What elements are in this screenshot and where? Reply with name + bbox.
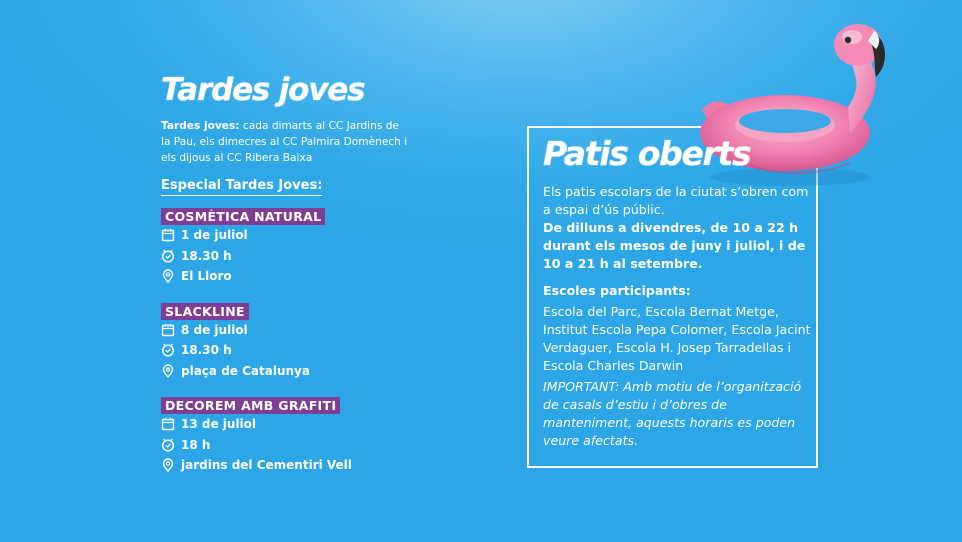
location-pin-icon	[161, 364, 175, 378]
event-place-text: El Lloro	[181, 269, 232, 284]
location-pin-icon	[161, 269, 175, 283]
event-time-text: 18 h	[181, 437, 211, 452]
event-time-text: 18.30 h	[181, 343, 232, 358]
event-badge: DECOREM AMB GRAFITI	[161, 397, 340, 414]
patis-schedule: De dilluns a divendres, de 10 a 22 h durant els mesos de juny i juliol, i de 10 a 21 h al setembre.	[543, 220, 806, 271]
event-place-text: plaça de Catalunya	[181, 363, 310, 378]
event-date-text: 1 de juliol	[181, 228, 248, 243]
event-badge: COSMÈTICA NATURAL	[161, 208, 325, 225]
event-time-text: 18.30 h	[181, 248, 232, 263]
tardes-joves-intro	[161, 118, 411, 166]
clock-icon	[161, 438, 175, 452]
event-place	[161, 266, 461, 287]
event-place	[161, 361, 461, 382]
location-pin-icon	[161, 458, 175, 472]
event-time	[161, 435, 461, 456]
event-item	[161, 206, 461, 287]
event-place	[161, 455, 461, 476]
clock-icon	[161, 343, 175, 357]
event-date-text: 8 de juliol	[181, 322, 248, 337]
event-item	[161, 395, 461, 476]
calendar-icon	[161, 228, 175, 242]
event-date-text: 13 de juliol	[181, 417, 257, 432]
event-time	[161, 246, 461, 267]
tardes-joves-section	[161, 72, 461, 476]
event-date	[161, 320, 461, 341]
patis-oberts-title: Patis oberts	[543, 134, 751, 173]
event-time	[161, 340, 461, 361]
special-heading: Especial Tardes Joves:	[161, 178, 322, 196]
tardes-joves-title: Tardes joves	[161, 72, 365, 108]
event-date	[161, 225, 461, 246]
important-note: IMPORTANT: Amb motiu de l’organització de casals d’estiu i d’obres de manteniment, aquests horaris es poden veure afectats.	[543, 379, 802, 448]
schools-heading: Escoles participants:	[543, 283, 691, 298]
intro-bold: Tardes joves:	[161, 120, 240, 132]
event-place-text: jardins del Cementiri Vell	[181, 458, 352, 473]
calendar-icon	[161, 323, 175, 337]
event-date	[161, 414, 461, 435]
event-badge: SLACKLINE	[161, 303, 249, 320]
event-item	[161, 301, 461, 382]
intro-text: cada dimarts al CC Jardins de la Pau, els dimecres al CC Palmira Domènech i els dijous al CC Ribera Baixa	[161, 120, 408, 164]
clock-icon	[161, 249, 175, 263]
calendar-icon	[161, 417, 175, 431]
patis-oberts-body	[543, 183, 811, 450]
patis-intro: Els patis escolars de la ciutat s’obren com a espai d’ús públic.	[543, 184, 809, 217]
schools-list: Escola del Parc, Escola Bernat Metge, Institut Escola Pepa Colomer, Escola Jacint Verdaguer, Escola H. Josep Tarradellas i Escola Charles Darwin	[543, 304, 811, 373]
